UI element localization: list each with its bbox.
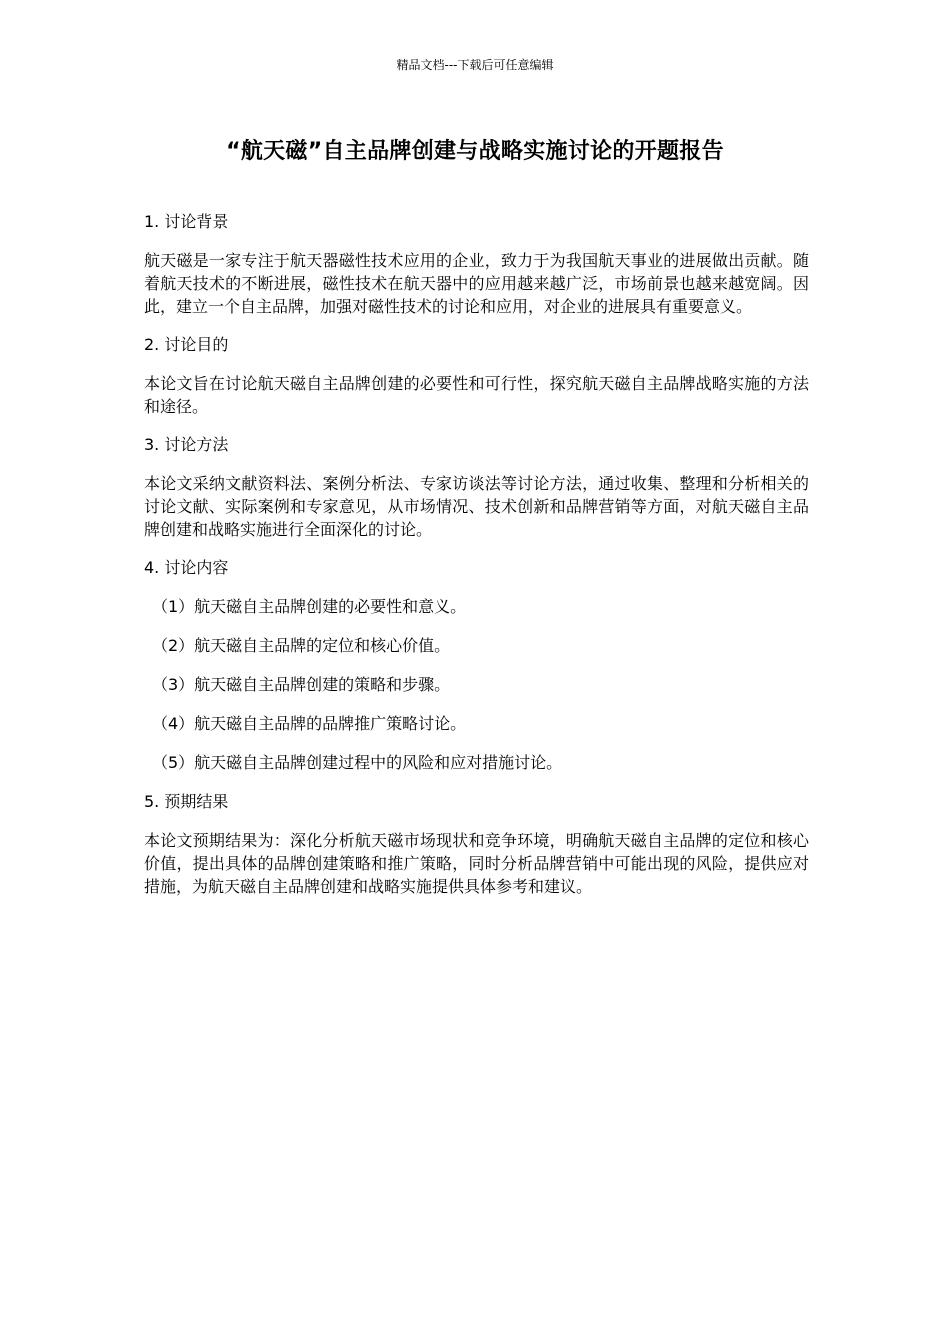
section-heading-expected-results: 5. 预期结果 <box>144 792 229 811</box>
document-body <box>144 210 809 913</box>
section-heading-purpose: 2. 讨论目的 <box>144 335 229 354</box>
document-title: “航天磁”自主品牌创建与战略实施讨论的开题报告 <box>226 139 724 164</box>
content-list-item: （4）航天磁自主品牌的品牌推广策略讨论。 <box>152 714 467 733</box>
paragraph-background: 航天磁是一家专注于航天器磁性技术应用的企业，致力于为我国航天事业的进展做出贡献。随着航天技术的不断进展，磁性技术在航天器中的应用越来越广泛，市场前景也越来越宽阔。因此，建立一个自主品牌，加强对磁性技术的讨论和应用，对企业的进展具有重要意义。 <box>144 251 809 316</box>
content-list-item: （5）航天磁自主品牌创建过程中的风险和应对措施讨论。 <box>152 753 563 772</box>
content-list-item: （2）航天磁自主品牌的定位和核心价值。 <box>152 636 451 655</box>
content-list-item: （3）航天磁自主品牌创建的策略和步骤。 <box>152 675 451 694</box>
section-heading-background: 1. 讨论背景 <box>144 212 229 231</box>
header-note: 精品文档---下载后可任意编辑 <box>396 58 554 72</box>
section-heading-method: 3. 讨论方法 <box>144 435 229 454</box>
section-heading-content: 4. 讨论内容 <box>144 558 229 577</box>
paragraph-expected-results: 本论文预期结果为：深化分析航天磁市场现状和竞争环境，明确航天磁自主品牌的定位和核心价值，提出具体的品牌创建策略和推广策略，同时分析品牌营销中可能出现的风险，提供应对措施，为航天磁自主品牌创建和战略实施提供具体参考和建议。 <box>144 831 809 896</box>
paragraph-method: 本论文采纳文献资料法、案例分析法、专家访谈法等讨论方法，通过收集、整理和分析相关的讨论文献、实际案例和专家意见，从市场情况、技术创新和品牌营销等方面，对航天磁自主品牌创建和战略实施进行全面深化的讨论。 <box>144 474 809 539</box>
content-list-item: （1）航天磁自主品牌创建的必要性和意义。 <box>152 597 467 616</box>
paragraph-purpose: 本论文旨在讨论航天磁自主品牌创建的必要性和可行性，探究航天磁自主品牌战略实施的方法和途径。 <box>144 374 809 416</box>
